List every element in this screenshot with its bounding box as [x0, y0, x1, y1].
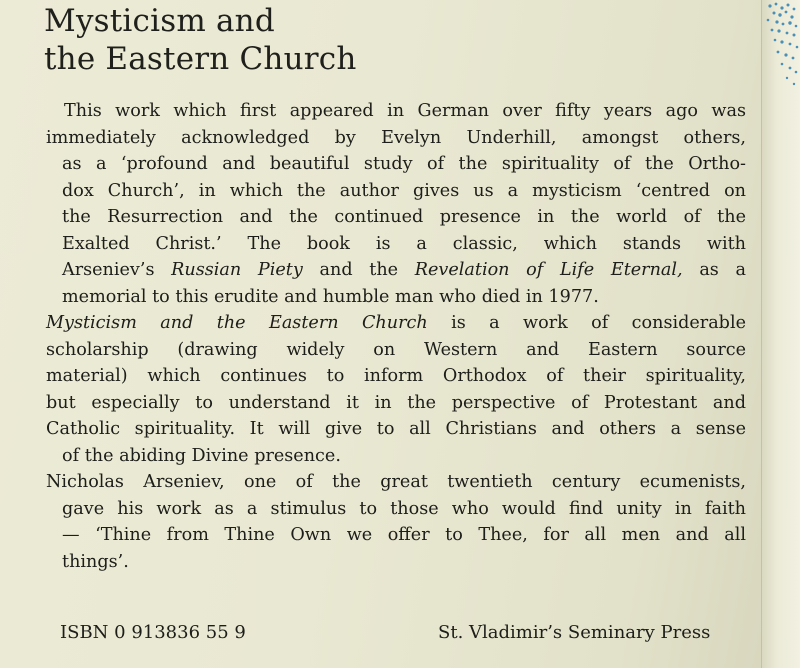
book-title-russian-piety: Russian Piety [171, 260, 303, 280]
blurb-line: Exalted Christ.’ The book is a classic, which stands with [62, 233, 746, 254]
blurb-line: — ‘Thine from Thine Own we offer to Thee, for all men and all [62, 525, 746, 545]
blurb-text-run: as a [682, 260, 746, 280]
blurb-line: of the abiding Divine presence. [62, 445, 341, 466]
blurb-line: material) which continues to inform Orthodox of their spirituality, [46, 366, 746, 386]
book-title-line-2: the Eastern Church [44, 41, 357, 77]
blurb-line: This work which first appeared in German over fifty years ago was [64, 101, 746, 121]
blurb-text-run: Arseniev’s [62, 260, 172, 280]
decorative-dot-pattern [730, 0, 800, 90]
book-spine-edge [761, 0, 800, 668]
book-title-mysticism: Mysticism and the Eastern Church [46, 313, 428, 333]
blurb-text [46, 98, 746, 575]
blurb-line: as a ‘profound and beautiful study of the spirituality of the Ortho- [62, 154, 746, 174]
book-title [44, 2, 356, 78]
blurb-line: things’. [62, 551, 129, 572]
blurb-line: but especially to understand it in the perspective of Protestant and [46, 392, 746, 413]
blurb-text-run: is a work of considerable [427, 313, 746, 333]
publisher-name: St. Vladimir’s Seminary Press [438, 622, 711, 643]
blurb-line: immediately acknowledged by Evelyn Underhill, amongst others, [46, 127, 746, 148]
isbn-number: ISBN 0 913836 55 9 [60, 622, 246, 643]
blurb-line: dox Church’, in which the author gives us a mysticism ‘centred on [62, 180, 746, 201]
blurb-line [46, 310, 746, 337]
blurb-line: Nicholas Arseniev, one of the great twentieth century ecumenists, [46, 472, 746, 492]
book-title-line-1: Mysticism and [44, 3, 275, 39]
blurb-line: gave his work as a stimulus to those who would find unity in faith [62, 498, 746, 519]
blurb-text-run: and the [302, 260, 415, 280]
book-title-revelation: Revelation of Life Eternal, [414, 260, 683, 280]
blurb-line: Catholic spirituality. It will give to all Christians and others a sense [46, 419, 746, 439]
blurb-line: the Resurrection and the continued presence in the world of the [62, 207, 746, 227]
blurb-line [46, 257, 746, 284]
blurb-line: memorial to this erudite and humble man who died in 1977. [62, 286, 599, 307]
blurb-line: scholarship (drawing widely on Western and Eastern source [46, 339, 746, 360]
